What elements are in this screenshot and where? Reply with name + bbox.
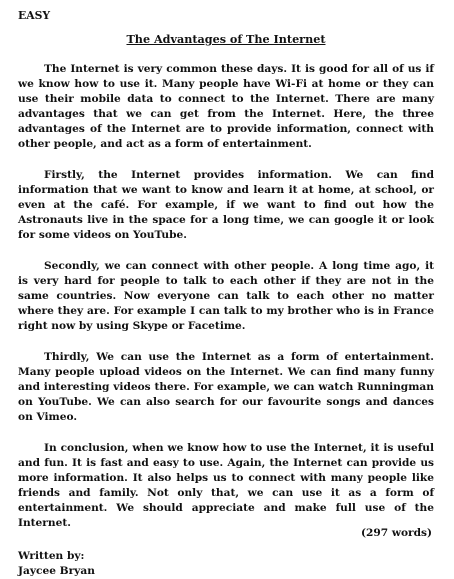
written-by-label: Written by: (18, 550, 85, 562)
paragraph-first-advantage: Firstly, the Internet provides information. We can find information that we want to know and learn it at home, at school, or even at the café. For example, if we want to find out how the Astronauts live in the space for a long time, we can google it or look for some videos on YouTube. (18, 169, 434, 241)
document-page (18, 8, 434, 579)
author-name: Jaycee Bryan (18, 565, 95, 577)
paragraph-second-advantage: Secondly, we can connect with other people. A long time ago, it is very hard for people to talk to each other if they are not in the same countries. Now everyone can talk to each other no matter where they are. For example I can talk to my brother who is in France right now by using Skype or Facetime. (18, 260, 434, 332)
level-label: EASY (18, 9, 51, 22)
signature-block (18, 549, 434, 579)
paragraph-conclusion: In conclusion, when we know how to use the Internet, it is useful and fun. It is fast and easy to use. Again, the Internet can provide us more information. It also helps us to connect with many people like friends and family. Not only that, we can use it as a form of entertainment. We should appreciate and make full use of the Internet. (18, 442, 434, 529)
paragraph-introduction: The Internet is very common these days. It is good for all of us if we know how to use it. Many people have Wi-Fi at home or they can use their mobile data to connect to the Internet. There are many advantages that we can get from the Internet. Here, the three advantages of the Internet are to provide information, connect with other people, and act as a form of entertainment. (18, 63, 434, 150)
paragraph-third-advantage: Thirdly, We can use the Internet as a form of entertainment. Many people upload videos on the Internet. We can find many funny and interesting videos there. For example, we can watch Runningman on YouTube. We can also search for our favourite songs and dances on Vimeo. (18, 351, 434, 423)
word-count: (297 words) (361, 527, 432, 539)
essay-title: The Advantages of The Internet (126, 32, 326, 46)
